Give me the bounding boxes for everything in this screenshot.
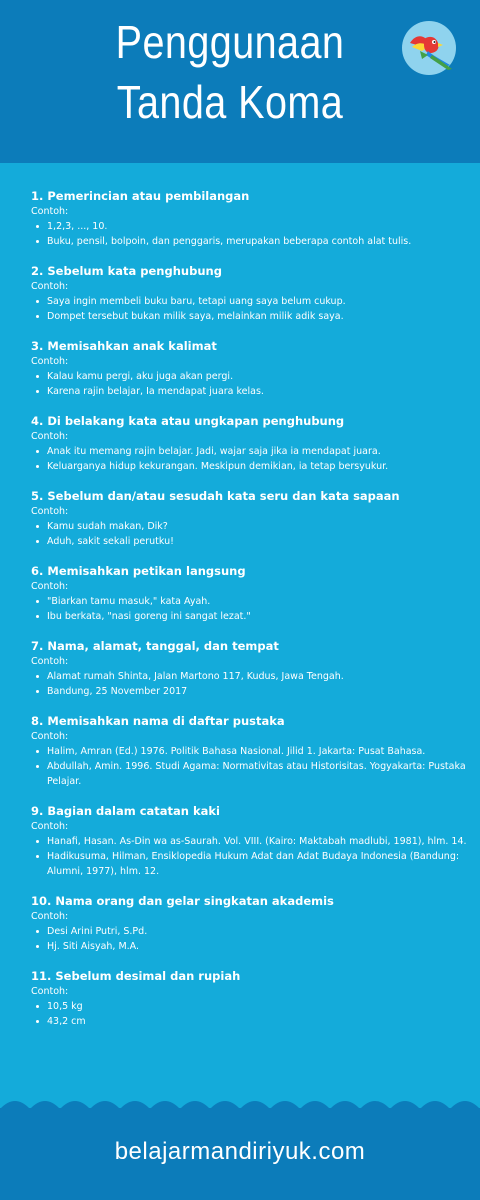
contoh-label: Contoh: (31, 431, 69, 442)
contoh-label: Contoh: (31, 581, 69, 592)
list-item: Hj. Siti Aisyah, M.A. (31, 939, 471, 954)
section-title: 2. Sebelum kata penghubung (31, 264, 222, 278)
title-line-2: Tanda Koma (116, 76, 344, 128)
section-6 (31, 563, 471, 624)
list-item: 43,2 cm (31, 1014, 471, 1029)
contoh-label: Contoh: (31, 356, 69, 367)
contoh-label: Contoh: (31, 281, 69, 292)
section-8 (31, 713, 471, 789)
example-list (31, 594, 471, 624)
section-title: 7. Nama, alamat, tanggal, dan tempat (31, 639, 279, 653)
section-title: 9. Bagian dalam catatan kaki (31, 804, 220, 818)
contoh-label: Contoh: (31, 206, 69, 217)
section-1 (31, 188, 471, 249)
list-item: 1,2,3, ..., 10. (31, 219, 471, 234)
list-item: "Biarkan tamu masuk," kata Ayah. (31, 594, 471, 609)
list-item: Anak itu memang rajin belajar. Jadi, wajar saja jika ia mendapat juara. (31, 444, 471, 459)
list-item: Keluarganya hidup kekurangan. Meskipun demikian, ia tetap bersyukur. (31, 459, 471, 474)
list-item: Saya ingin membeli buku baru, tetapi uang saya belum cukup. (31, 294, 471, 309)
example-list (31, 999, 471, 1029)
list-item: Bandung, 25 November 2017 (31, 684, 471, 699)
section-title: 3. Memisahkan anak kalimat (31, 339, 217, 353)
contoh-label: Contoh: (31, 911, 69, 922)
contoh-label: Contoh: (31, 656, 69, 667)
header-banner (0, 0, 480, 163)
list-item: Karena rajin belajar, Ia mendapat juara kelas. (31, 384, 471, 399)
list-item: Hanafi, Hasan. As-Din wa as-Saurah. Vol. VIII. (Kairo: Maktabah madlubi, 1981), hlm. 14. (31, 834, 471, 849)
list-item: Buku, pensil, bolpoin, dan penggaris, merupakan beberapa contoh alat tulis. (31, 234, 471, 249)
section-title: 11. Sebelum desimal dan rupiah (31, 969, 241, 983)
title-line-1: Penggunaan (115, 16, 345, 68)
contoh-label: Contoh: (31, 506, 69, 517)
section-title: 4. Di belakang kata atau ungkapan penghubung (31, 414, 345, 428)
section-10 (31, 893, 471, 954)
contoh-label: Contoh: (31, 821, 69, 832)
section-3 (31, 338, 471, 399)
section-title: 1. Pemerincian atau pembilangan (31, 189, 250, 203)
section-title: 10. Nama orang dan gelar singkatan akademis (31, 894, 334, 908)
list-item: Kamu sudah makan, Dik? (31, 519, 471, 534)
example-list (31, 834, 471, 879)
list-item: Dompet tersebut bukan milik saya, melainkan milik adik saya. (31, 309, 471, 324)
list-item: Ibu berkata, "nasi goreng ini sangat lezat." (31, 609, 471, 624)
list-item: Hadikusuma, Hilman, Ensiklopedia Hukum Adat dan Adat Budaya Indonesia (Bandung: Alumni, 1977), hlm. 12. (31, 849, 471, 879)
footer-website[interactable]: belajarmandiriyuk.com (114, 1138, 366, 1165)
list-item: 10,5 kg (31, 999, 471, 1014)
section-11 (31, 968, 471, 1029)
section-2 (31, 263, 471, 324)
example-list (31, 369, 471, 399)
section-title: 5. Sebelum dan/atau sesudah kata seru dan kata sapaan (31, 489, 400, 503)
section-5 (31, 488, 471, 549)
example-list (31, 519, 471, 549)
list-item: Halim, Amran (Ed.) 1976. Politik Bahasa Nasional. Jilid 1. Jakarta: Pusat Bahasa. (31, 744, 471, 759)
list-item: Kalau kamu pergi, aku juga akan pergi. (31, 369, 471, 384)
contoh-label: Contoh: (31, 986, 69, 997)
example-list (31, 744, 471, 789)
list-item: Alamat rumah Shinta, Jalan Martono 117, Kudus, Jawa Tengah. (31, 669, 471, 684)
section-title: 6. Memisahkan petikan langsung (31, 564, 246, 578)
section-9 (31, 803, 471, 879)
list-item: Desi Arini Putri, S.Pd. (31, 924, 471, 939)
page-title (32, 12, 428, 132)
parrot-icon (402, 21, 456, 75)
example-list (31, 219, 471, 249)
contoh-label: Contoh: (31, 731, 69, 742)
example-list (31, 444, 471, 474)
example-list (31, 669, 471, 699)
content-list (31, 188, 471, 1043)
example-list (31, 294, 471, 324)
example-list (31, 924, 471, 954)
list-item: Aduh, sakit sekali perutku! (31, 534, 471, 549)
section-7 (31, 638, 471, 699)
section-4 (31, 413, 471, 474)
section-title: 8. Memisahkan nama di daftar pustaka (31, 714, 285, 728)
list-item: Abdullah, Amin. 1996. Studi Agama: Normativitas atau Historisitas. Yogyakarta: Pustaka Pelajar. (31, 759, 471, 789)
